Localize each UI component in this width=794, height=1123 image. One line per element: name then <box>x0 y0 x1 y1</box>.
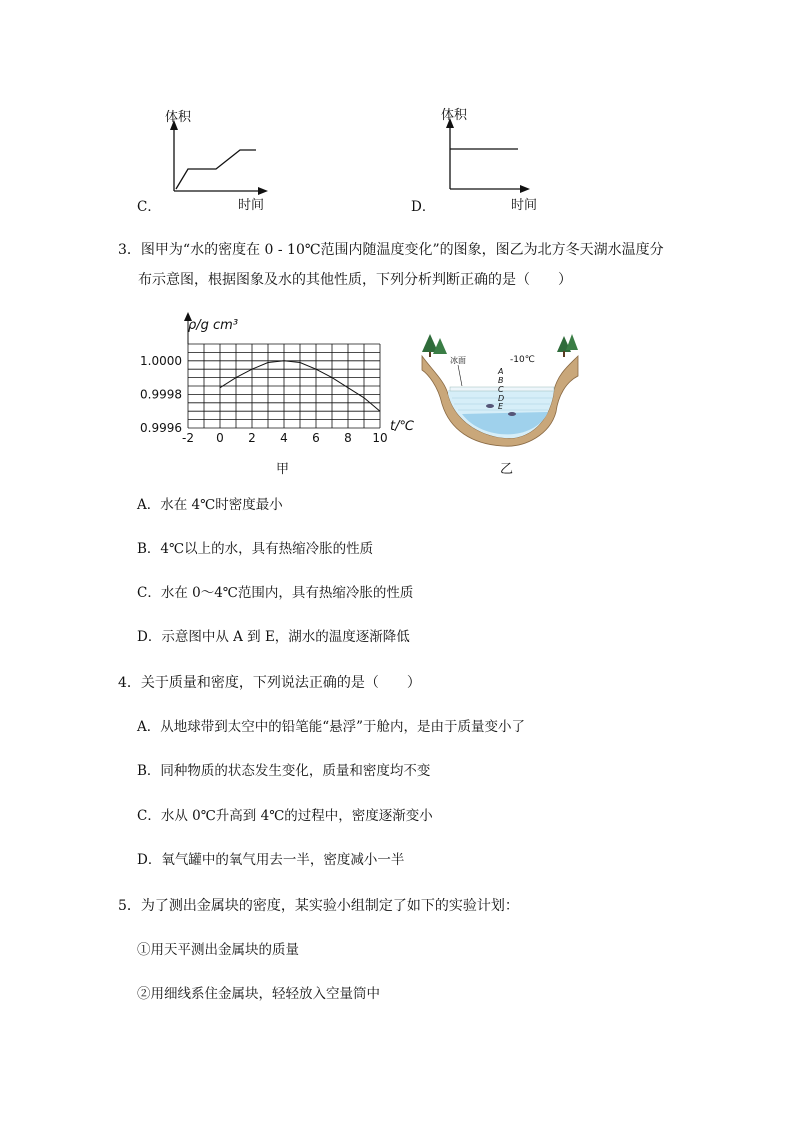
q4-stem: 4．关于质量和密度，下列说法正确的是（ ） <box>118 675 421 691</box>
density-chart <box>140 312 430 452</box>
chart-caption: 甲 <box>276 462 290 477</box>
layer-label-d: D <box>498 394 505 403</box>
q3-option-d: D．示意图中从 A 到 E，湖水的温度逐渐降低 <box>137 629 410 645</box>
q3-option-a: A．水在 4℃时密度最小 <box>137 497 283 513</box>
x-tick-label: 0 <box>216 431 224 445</box>
layer-label-c: C <box>498 385 504 394</box>
q4-option-b: B．同种物质的状态发生变化，质量和密度均不变 <box>137 763 431 779</box>
layer-label-a: A <box>498 367 504 376</box>
graph-d-letter: D． <box>411 199 436 215</box>
lake-diagram <box>418 330 583 445</box>
tree-icon-left <box>422 334 447 357</box>
graph-d-xlabel: 时间 <box>511 198 538 213</box>
q3-stem-line1: 3．图甲为“水的密度在 0 - 10℃范围内随温度变化”的图象，图乙为北方冬天湖水温度分 <box>118 242 664 258</box>
q3-stem-line2: 布示意图，根据图象及水的其他性质，下列分析判断正确的是（ ） <box>138 272 572 288</box>
chart-ticks <box>140 354 388 445</box>
y-tick-label: 1.0000 <box>140 353 182 368</box>
y-tick-label: 0.9996 <box>140 421 182 435</box>
x-tick-label: 10 <box>372 431 388 445</box>
graph-c-curve <box>176 150 256 189</box>
fish-icon <box>508 412 516 416</box>
x-tick-label: 2 <box>248 431 256 445</box>
q4-option-c: C．水从 0℃升高到 4℃的过程中，密度逐渐变小 <box>137 808 433 824</box>
fish-icon <box>486 404 494 408</box>
x-tick-label: 8 <box>344 431 352 445</box>
graph-c-axes <box>160 120 270 200</box>
graph-c-ylabel: 体积 <box>165 110 192 125</box>
q4-option-a: A．从地球带到太空中的铅笔能“悬浮”于舱内，是由于质量变小了 <box>137 719 526 735</box>
graph-c-xlabel: 时间 <box>238 198 265 213</box>
y-tick-label: 0.9998 <box>140 387 182 402</box>
temp-label: -10℃ <box>510 355 535 365</box>
graph-c-letter: C． <box>137 199 161 215</box>
tree-icon-right <box>557 334 578 357</box>
x-tick-label: 4 <box>280 431 288 445</box>
q5-step-1: ①用天平测出金属块的质量 <box>137 942 299 958</box>
layer-label-b: B <box>498 376 504 385</box>
q5-step-2: ②用细线系住金属块，轻轻放入空量筒中 <box>137 986 380 1002</box>
chart-xlabel: t/℃ <box>390 419 415 434</box>
graph-d-axes <box>436 118 546 198</box>
lake-caption: 乙 <box>500 462 514 477</box>
q3-option-b: B．4℃以上的水，具有热缩冷胀的性质 <box>137 541 374 557</box>
q4-option-d: D．氧气罐中的氧气用去一半，密度减小一半 <box>137 852 405 868</box>
ice-label: 冰面 <box>450 356 466 365</box>
q3-option-c: C．水在 0～4℃范围内，具有热缩冷胀的性质 <box>137 585 414 601</box>
x-tick-label: 6 <box>312 431 320 445</box>
q5-stem: 5．为了测出金属块的密度，某实验小组制定了如下的实验计划： <box>118 898 519 914</box>
graph-d-ylabel: 体积 <box>441 108 468 123</box>
layer-label-e: E <box>498 402 504 411</box>
chart-ylabel: ρ/g cm³ <box>188 318 239 333</box>
x-tick-label: -2 <box>182 431 194 445</box>
